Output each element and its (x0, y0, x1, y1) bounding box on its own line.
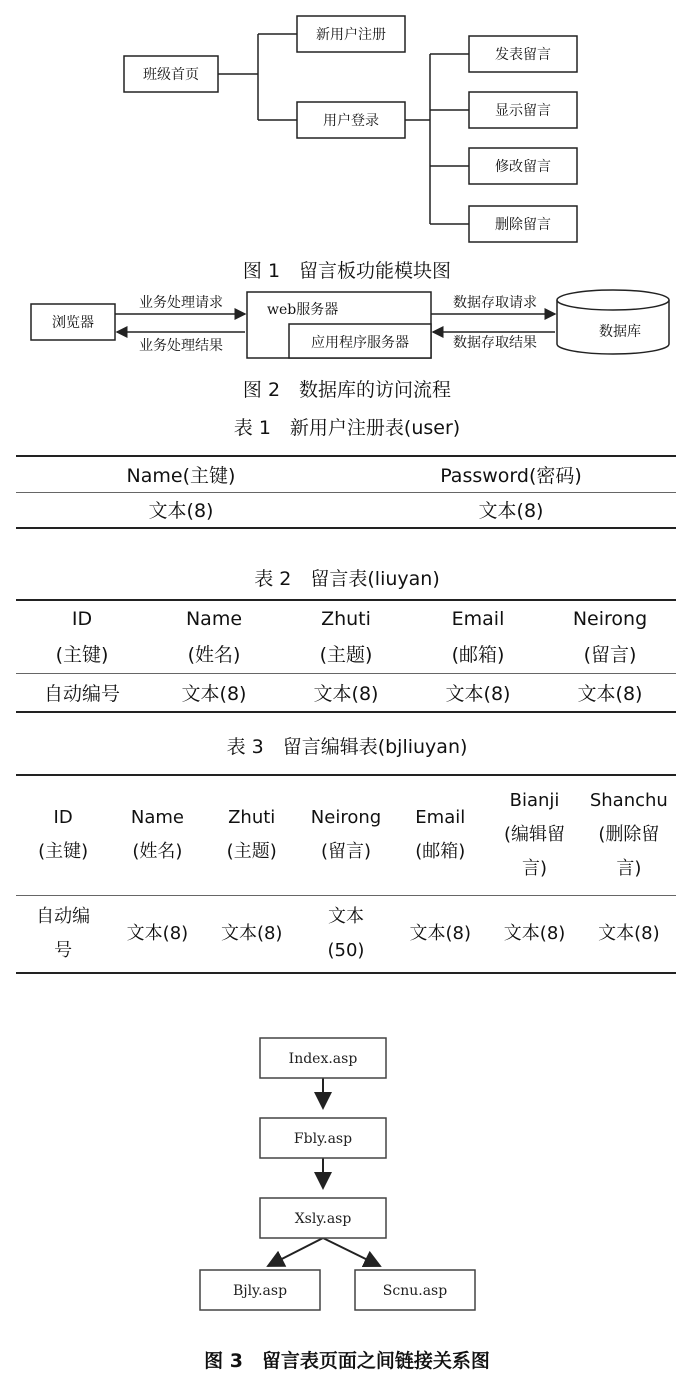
table-header-cell: ID (主键) (55, 608, 109, 666)
table-cell: 文本(8) (577, 682, 643, 705)
table-header-cell: Bianji (编辑留言) (504, 790, 566, 880)
table-header-cell: ID (主键) (38, 807, 89, 863)
figure-3-diagram (0, 1030, 694, 1342)
table-header-cell: Zhuti (主题) (226, 807, 277, 863)
table-cell: 文本(8) (220, 922, 283, 944)
table-header-cell: Neirong (留言) (310, 807, 382, 863)
fig2-db-label: 数据库 (599, 324, 641, 340)
table-cell: 文本(8) (313, 682, 379, 705)
table-3 (16, 774, 676, 974)
table-cell: 文本(8) (478, 500, 544, 523)
table-cell: 自动编号 (36, 905, 91, 961)
table-header-cell: Name (姓名) (130, 807, 184, 863)
fig1-leaf-label-1: 发表留言 (495, 47, 551, 63)
fig1-login-label: 用户登录 (323, 113, 379, 129)
table-header-cell: Shanchu (删除留言) (589, 790, 668, 880)
table-row (16, 674, 676, 712)
table-cell: 文本(8) (445, 682, 511, 705)
table-cell: 文本(8) (409, 922, 472, 944)
table-header-cell: Password(密码) (440, 464, 582, 487)
figure-2-caption: 图 2 数据库的访问流程 (242, 379, 452, 401)
table-row (16, 895, 676, 973)
fig1-leaf-label-3: 修改留言 (495, 159, 551, 175)
table-header-cell: Name(主键) (126, 464, 236, 487)
table-row (16, 492, 676, 528)
fig2-db-top (557, 290, 669, 310)
fig3-node-label-fbly: Fbly.asp (293, 1131, 353, 1147)
table-cell: 自动编号 (43, 682, 120, 705)
table-cell: 文本(8) (126, 922, 189, 944)
figure-1-diagram (0, 0, 694, 250)
fig2-res1-label: 业务处理结果 (139, 338, 223, 354)
table-cell: 文本(50) (327, 905, 365, 961)
table-cell: 文本(8) (148, 500, 214, 523)
fig2-browser-label: 浏览器 (52, 315, 94, 331)
fig2-req1-label: 业务处理请求 (139, 295, 223, 311)
table-header-cell: Name (姓名) (185, 608, 243, 666)
fig3-node-label-index: Index.asp (288, 1051, 358, 1067)
fig2-app-server-label: 应用程序服务器 (311, 335, 409, 351)
fig3-node-label-bjly: Bjly.asp (232, 1283, 288, 1299)
table-1 (16, 455, 676, 529)
table-3-caption: 表 3 留言编辑表(bjliuyan) (226, 736, 468, 758)
table-row (16, 600, 676, 674)
fig1-root-label: 班级首页 (143, 67, 199, 83)
table-header-cell: Email (邮箱) (415, 807, 466, 863)
figure-2-diagram (0, 284, 694, 370)
table-header-cell: Email (邮箱) (451, 608, 505, 666)
table-cell: 文本(8) (503, 922, 566, 944)
fig3-node-label-scnu: Scnu.asp (382, 1283, 448, 1299)
table-2 (16, 599, 676, 713)
table-row (16, 775, 676, 895)
figure-1-caption: 图 1 留言板功能模块图 (242, 260, 452, 282)
table-cell: 文本(8) (598, 922, 660, 944)
table-1-caption: 表 1 新用户注册表(user) (233, 417, 461, 439)
fig2-web-server-label: web服务器 (267, 302, 339, 318)
table-header-cell: Neirong (留言) (572, 608, 648, 666)
table-header-cell: Zhuti (主题) (319, 608, 373, 666)
table-row (16, 456, 676, 492)
table-2-caption: 表 2 留言表(liuyan) (254, 568, 440, 590)
fig1-leaf-label-2: 显示留言 (495, 103, 551, 119)
fig2-req2-label: 数据存取请求 (453, 295, 537, 311)
figure-3-caption: 图 3 留言表页面之间链接关系图 (204, 1350, 490, 1372)
fig2-res2-label: 数据存取结果 (453, 335, 537, 351)
fig1-register-label: 新用户注册 (316, 27, 386, 43)
table-cell: 文本(8) (181, 682, 247, 705)
fig1-leaf-label-4: 删除留言 (495, 217, 551, 233)
fig3-node-label-xsly: Xsly.asp (294, 1211, 352, 1227)
